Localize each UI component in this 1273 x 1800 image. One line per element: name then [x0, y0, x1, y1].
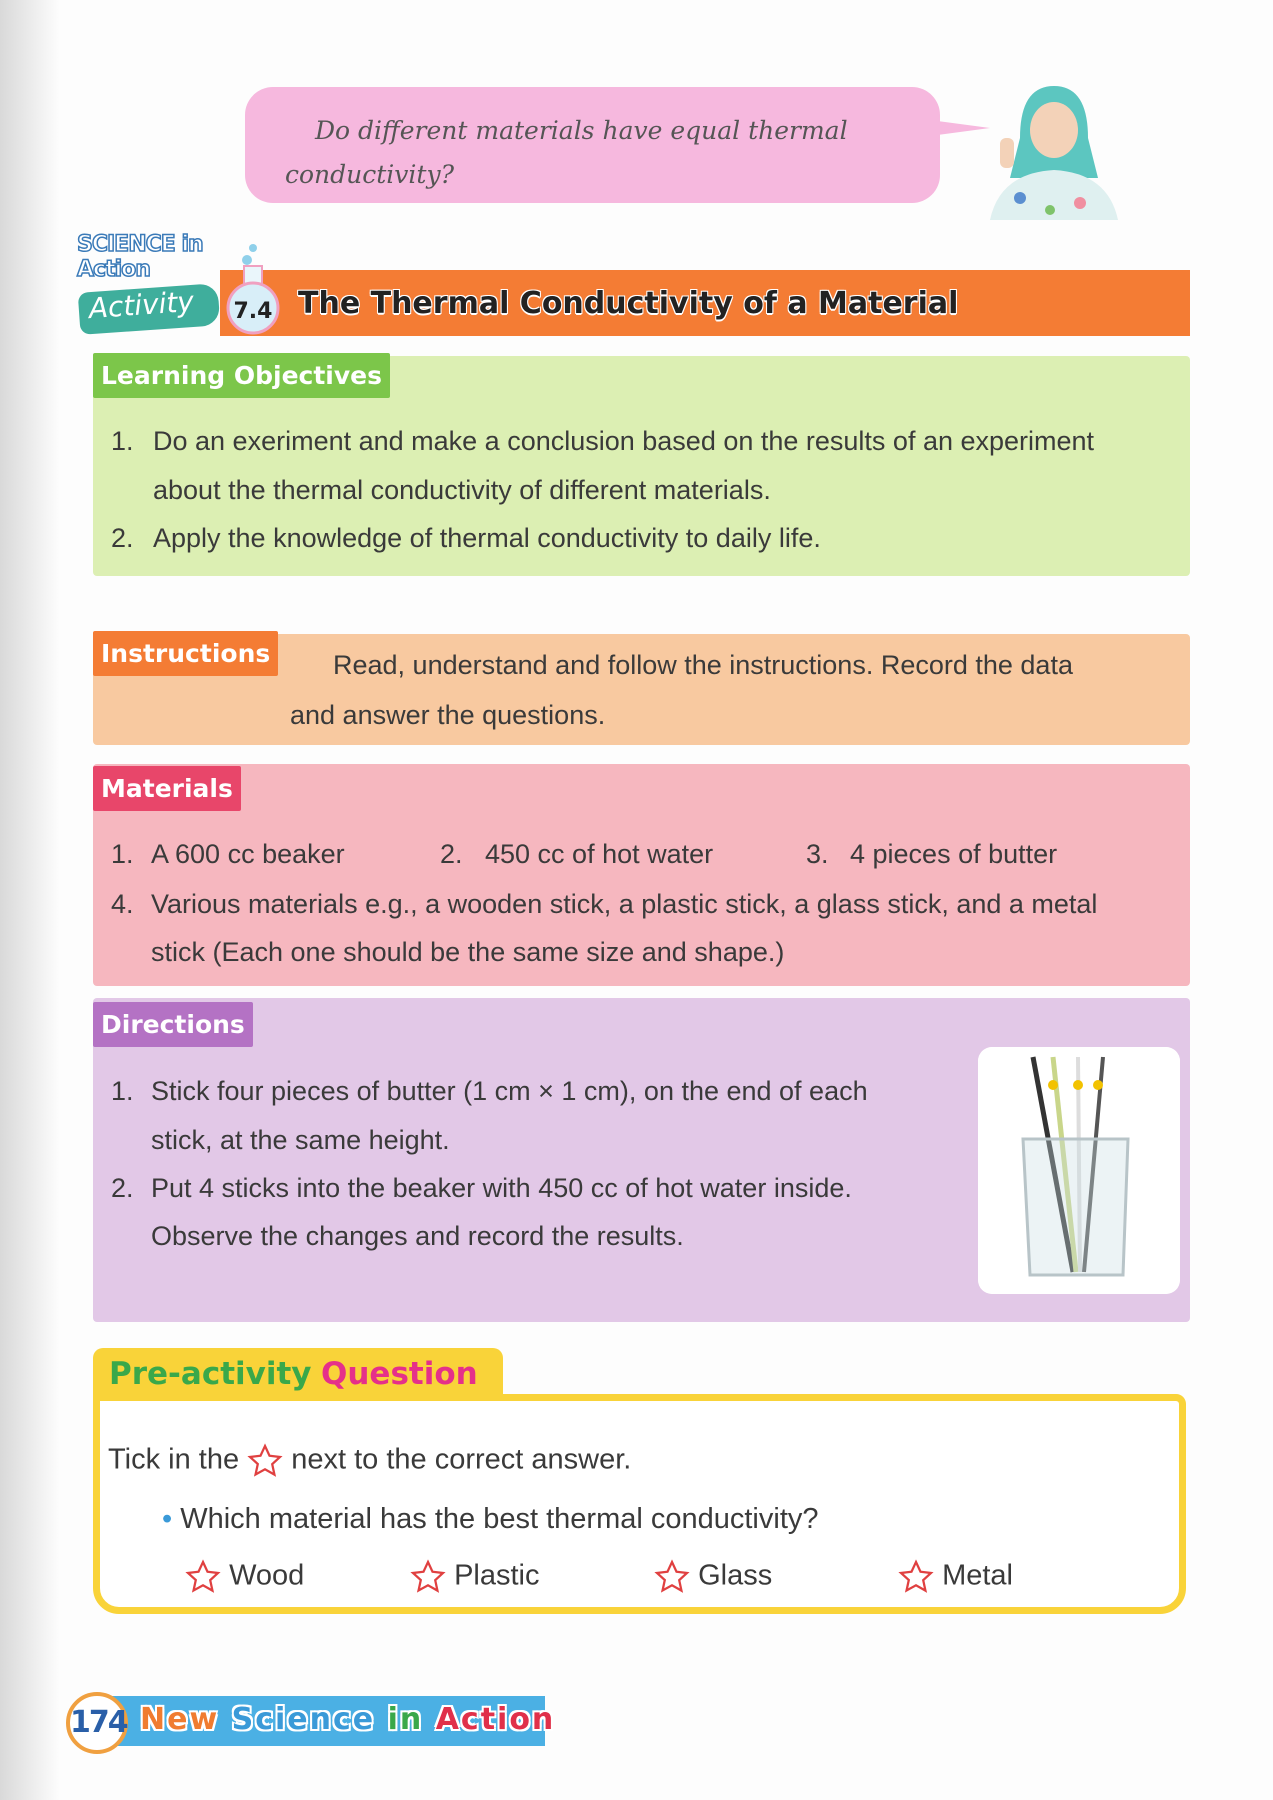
answer-option-plastic[interactable] — [410, 1559, 539, 1595]
activity-number: 7.4 — [233, 299, 273, 324]
answer-option-wood[interactable] — [185, 1559, 304, 1595]
answer-option-metal[interactable] — [898, 1559, 1013, 1595]
star-checkbox-icon[interactable] — [410, 1559, 446, 1595]
direction-text: stick, at the same height. — [151, 1125, 450, 1155]
direction-number: 1. — [111, 1076, 134, 1106]
material-number: 4. — [111, 889, 134, 919]
girl-illustration — [980, 78, 1128, 220]
book-title-word: Science — [231, 1702, 376, 1737]
material-number: 3. — [806, 839, 829, 869]
objective-text: Apply the knowledge of thermal conductivity to daily life. — [153, 523, 821, 553]
materials-section — [93, 764, 1190, 986]
page-number: 174 — [66, 1692, 128, 1754]
learning-objectives-section — [93, 356, 1190, 576]
book-title-word: in — [387, 1702, 424, 1737]
question-label: Question — [321, 1356, 478, 1392]
star-checkbox-icon[interactable] — [185, 1559, 221, 1595]
tick-instruction: Tick in the — [108, 1443, 240, 1476]
question-text: Which material has the best thermal conductivity? — [180, 1503, 819, 1535]
book-title — [140, 1702, 555, 1737]
material-item: stick (Each one should be the same size and shape.) — [151, 937, 785, 967]
material-item: A 600 cc beaker — [151, 839, 345, 869]
direction-text: Observe the changes and record the results. — [151, 1221, 684, 1251]
pre-activity-label: Pre-activity — [109, 1356, 312, 1392]
materials-label: Materials — [93, 766, 241, 811]
bullet-icon: • — [162, 1503, 173, 1535]
option-label: Glass — [698, 1559, 773, 1592]
star-checkbox-icon[interactable] — [654, 1559, 690, 1595]
option-label: Wood — [229, 1559, 305, 1592]
learning-objectives-label: Learning Objectives — [93, 353, 390, 398]
book-title-word: Action — [435, 1702, 556, 1737]
option-label: Metal — [942, 1559, 1013, 1592]
science-in-action-activity-badge — [75, 226, 225, 336]
book-title-word: New — [140, 1702, 220, 1737]
answer-option-glass[interactable] — [654, 1559, 772, 1595]
bubble-line-2: conductivity? — [285, 160, 454, 189]
flask-icon — [225, 240, 280, 336]
activity-title-bar — [220, 270, 1190, 336]
page-spine-shadow — [0, 0, 60, 1800]
tick-instruction: next to the correct answer. — [291, 1443, 632, 1476]
directions-label: Directions — [93, 1002, 253, 1047]
speech-bubble — [245, 87, 940, 203]
star-checkbox-icon[interactable] — [898, 1559, 934, 1595]
option-label: Plastic — [454, 1559, 540, 1592]
direction-number: 2. — [111, 1173, 134, 1203]
material-item: 4 pieces of butter — [850, 839, 1058, 869]
instructions-text: and answer the questions. — [290, 700, 606, 730]
star-icon — [247, 1443, 283, 1479]
instructions-label: Instructions — [93, 631, 278, 676]
instructions-text: Read, understand and follow the instructions. Record the data — [333, 650, 1073, 680]
directions-section — [93, 998, 1190, 1322]
instructions-section — [93, 634, 1190, 745]
material-item: 450 cc of hot water — [485, 839, 714, 869]
activity-title: The Thermal Conductivity of a Material — [298, 286, 959, 321]
objective-number: 2. — [111, 523, 134, 553]
objective-number: 1. — [111, 426, 134, 456]
pre-activity-question-box — [93, 1394, 1186, 1614]
bubble-line-1: Do different materials have equal thermal — [315, 116, 848, 145]
beaker-with-sticks-photo — [978, 1047, 1180, 1294]
direction-text: Stick four pieces of butter (1 cm × 1 cm), on the end of each — [151, 1076, 868, 1106]
material-item: Various materials e.g., a wooden stick, a plastic stick, a glass stick, and a metal — [151, 889, 1098, 919]
direction-text: Put 4 sticks into the beaker with 450 cc of hot water inside. — [151, 1173, 852, 1203]
objective-text: about the thermal conductivity of different materials. — [153, 475, 771, 505]
material-number: 1. — [111, 839, 134, 869]
science-in-action-logo: SCIENCE in Action — [77, 232, 203, 282]
objective-text: Do an exeriment and make a conclusion based on the results of an experiment — [153, 426, 1095, 456]
material-number: 2. — [440, 839, 463, 869]
activity-label: Activity — [78, 283, 221, 335]
